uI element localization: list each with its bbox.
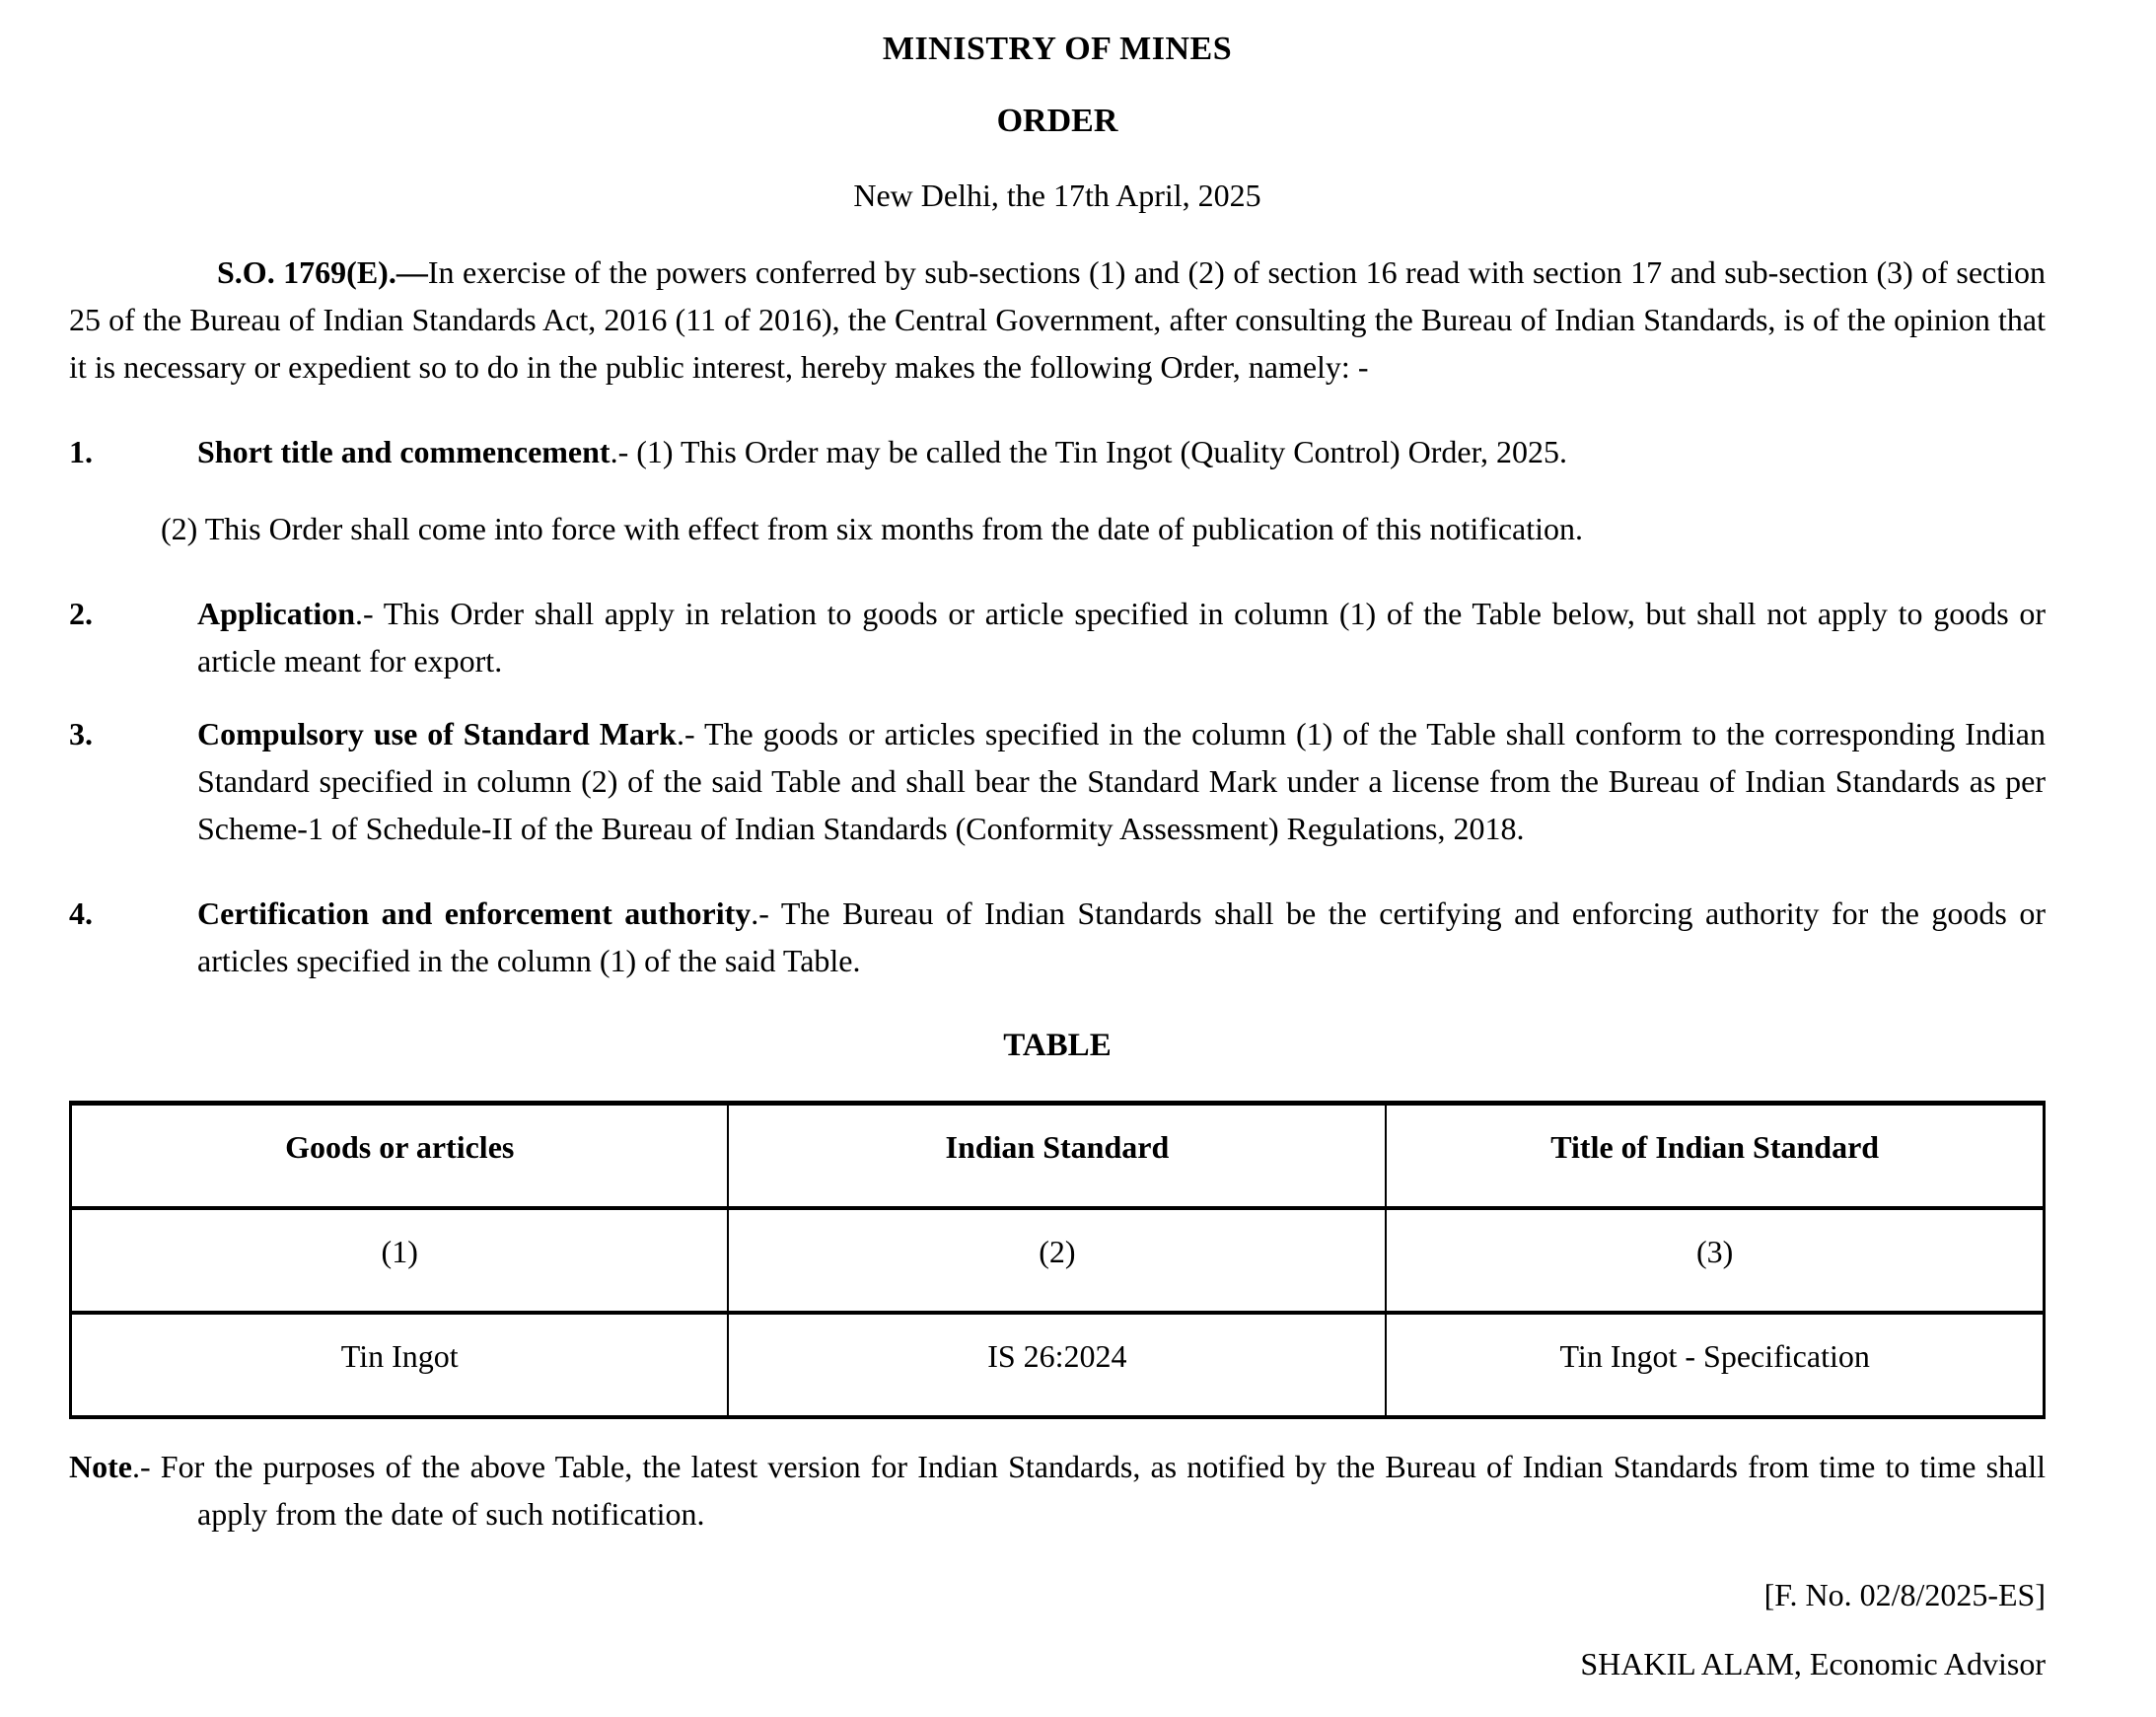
item-text: .- The Bureau of Indian Standards shall be the certifying and enforcing authority for the goods or articles specified in the column (1) of the said Table. — [197, 895, 2047, 978]
so-number: S.O. 1769(E).— — [217, 254, 428, 290]
table-row-column-numbers — [71, 1208, 2045, 1313]
item-title: Compulsory use of Standard Mark — [197, 716, 677, 751]
item-text: .- This Order shall apply in relation to goods or article specified in column (1) of the Table below, but shall not apply to goods or article meant for export. — [197, 596, 2046, 679]
signature: SHAKIL ALAM, Economic Advisor — [1580, 1645, 2046, 1681]
item-text: .- The goods or articles specified in the column (1) of the Table shall conform to the corresponding Indian Standard specified in column (2) of the said Table and shall bear the Standard Mark under a license from the Bureau of Indian Standards as per Scheme-1 of Schedule-II of the Bureau of Indian Standards (Conformity Assessment) Regulations, 2018. — [197, 716, 2047, 846]
table-caption: TABLE — [1003, 1028, 1112, 1063]
table-cell: (3) — [1386, 1208, 2044, 1313]
item-body — [197, 890, 2046, 984]
item-number: 4. — [69, 895, 93, 931]
table-header-row — [71, 1103, 2045, 1208]
order-item-2 — [69, 590, 2046, 684]
table-cell: Tin Ingot — [71, 1313, 729, 1417]
intro-text: In exercise of the powers conferred by sub-sections (1) and (2) of section 16 read with section 17 and sub-section (3) of section 25 of the Bureau of Indian Standards Act, 2016 (11 of 2016), the Central Government, after consulting the Bureau of Indian Standards, is of the opinion that it is necessary or expedient so to do in the public interest, hereby makes the following Order, namely: - — [69, 254, 2047, 385]
order-heading: ORDER — [996, 103, 1118, 139]
item-number: 3. — [69, 716, 93, 751]
item-title: Application — [197, 596, 356, 631]
table-cell: IS 26:2024 — [728, 1313, 1386, 1417]
ministry-title: MINISTRY OF MINES — [882, 31, 1233, 67]
order-item-3 — [69, 710, 2046, 852]
order-item-4 — [69, 890, 2046, 984]
table-row-tin-ingot — [71, 1313, 2045, 1417]
table-cell: (2) — [728, 1208, 1386, 1313]
item-text: .- (1) This Order may be called the Tin Ingot (Quality Control) Order, 2025. — [610, 434, 1567, 469]
standards-table — [69, 1101, 2046, 1419]
item-title: Short title and commencement — [197, 434, 611, 469]
order-item-1 — [69, 428, 2046, 475]
item-number: 2. — [69, 596, 93, 631]
note-label: Note — [69, 1448, 132, 1484]
item-body — [197, 428, 2046, 475]
table-header-indian-standard: Indian Standard — [728, 1103, 1386, 1208]
note-text: .- For the purposes of the above Table, the latest version for Indian Standards, as notified by the Bureau of Indian Standards from time to time shall apply from the date of such notification. — [131, 1448, 2046, 1532]
intro-paragraph — [69, 249, 2046, 391]
note-paragraph — [69, 1443, 2046, 1538]
dateline: New Delhi, the 17th April, 2025 — [853, 178, 1261, 213]
item-number: 1. — [69, 434, 93, 469]
table-cell: (1) — [71, 1208, 729, 1313]
sub-clause-2: (2) This Order shall come into force with effect from six months from the date of publication of this notification. — [161, 511, 1584, 546]
table-header-title-of-indian-standard: Title of Indian Standard — [1386, 1103, 2044, 1208]
item-body — [197, 590, 2046, 684]
item-title: Certification and enforcement authority — [197, 895, 752, 931]
item-body — [197, 710, 2046, 852]
table-header-goods-or-articles: Goods or articles — [71, 1103, 729, 1208]
file-number: [F. No. 02/8/2025-ES] — [1763, 1576, 2046, 1612]
table-cell: Tin Ingot - Specification — [1386, 1313, 2044, 1417]
